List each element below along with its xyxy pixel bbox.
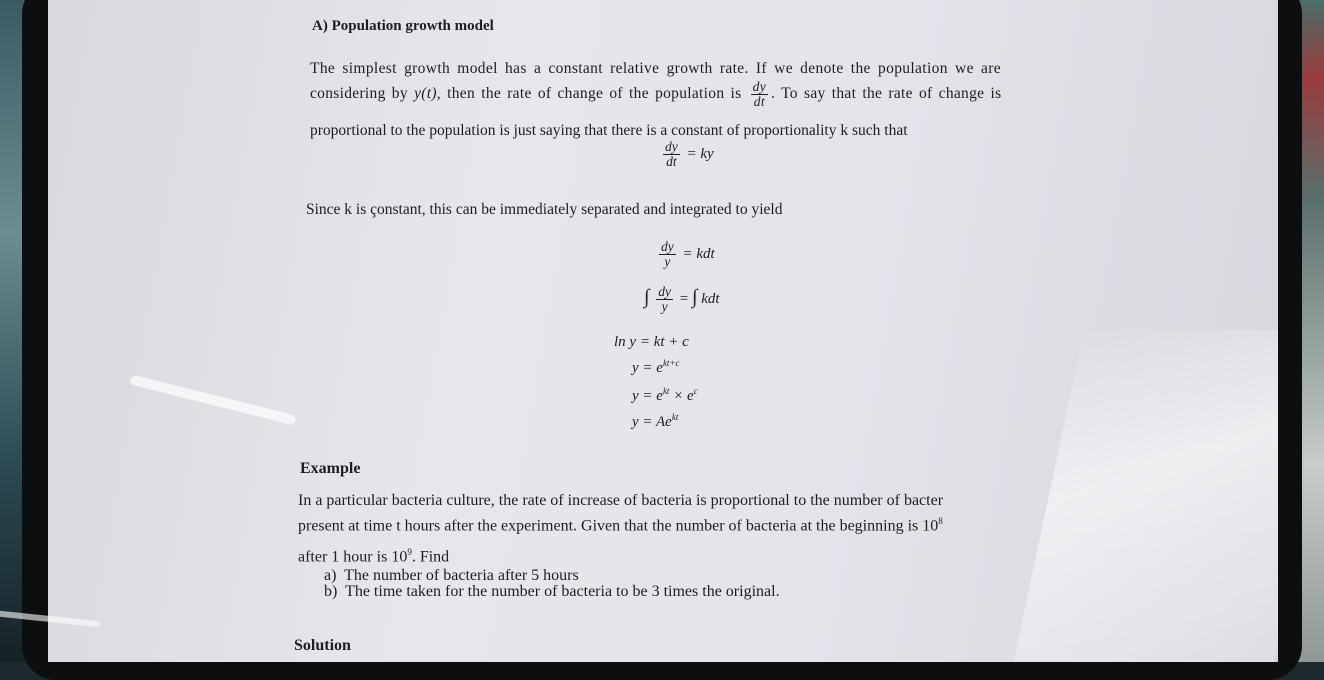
example-line-3-a: after 1 hour is [298, 548, 388, 566]
step2-fraction [656, 285, 673, 314]
step1-fraction [659, 240, 676, 269]
step5-exp2: c [693, 386, 698, 396]
eq1-rhs: = ky [686, 146, 714, 163]
example-heading: Example [300, 460, 361, 477]
item-a-label: a) [324, 567, 337, 584]
example-item-b [324, 583, 780, 601]
step6-exp: kt [671, 412, 679, 422]
intro-frac-num: dy [752, 79, 767, 94]
derivation-step-2 [644, 285, 720, 314]
example-line-3-val: 10 [391, 548, 408, 566]
equation-1 [660, 140, 714, 169]
screen-glare-streak [129, 375, 296, 426]
intro-line-3: proportional to the population is just saying that there is a constant of proportionality k such that [310, 122, 908, 139]
intro-frac-den: dt [753, 94, 765, 110]
step5-a: y = e [632, 388, 663, 404]
step1-num: dy [661, 239, 674, 254]
intro-line-1: The simplest growth model has a constant relative growth rate. If we denote the population we are [310, 60, 1001, 77]
item-b-label: b) [324, 583, 338, 600]
eq1-den: dt [666, 154, 677, 170]
intro-line-2-b: , then the rate of change of the population is [436, 85, 742, 103]
intro-function: y(t) [414, 85, 437, 103]
step1-den: y [664, 254, 671, 270]
item-b-text: The time taken for the number of bacteria to be 3 times the original. [345, 583, 780, 600]
derivation-step-3: ln y = kt + c [614, 334, 689, 350]
example-line-1: In a particular bacteria culture, the rate of increase of bacteria is proportional to the number of bacter [298, 492, 944, 509]
eq1-fraction [663, 140, 680, 169]
derivation-step-5 [632, 386, 698, 405]
eq1-num: dy [665, 139, 678, 154]
derivation-step-1 [656, 240, 715, 269]
example-line-2 [298, 516, 943, 535]
step2-num: dy [658, 284, 671, 299]
intro-line-2-a: considering by [310, 85, 408, 103]
derivation-step-4 [632, 358, 680, 377]
solution-heading: Solution [294, 637, 351, 654]
step2-rhs: kdt [701, 291, 720, 308]
step2-equals: = [679, 291, 689, 308]
example-line-3-exp: 9 [407, 547, 412, 557]
example-line-2-exp: 8 [938, 516, 943, 526]
step5-b: × e [673, 388, 694, 404]
example-line-2-text: present at time t hours after the experiment. Given that the number of bacteria at the beginning is 10 [298, 517, 939, 535]
step1-rhs: = kdt [682, 246, 715, 263]
intro-line-2 [310, 80, 1001, 109]
step4-base: y = e [632, 360, 663, 376]
document-screen [48, 0, 1278, 662]
item-a-text: The number of bacteria after 5 hours [344, 567, 579, 584]
screen-glare [1012, 330, 1278, 662]
step5-exp1: kt [662, 386, 670, 396]
step2-den: y [661, 299, 668, 315]
since-text: Since k is çonstant, this can be immediately separated and integrated to yield [306, 201, 783, 218]
example-line-3-b: . Find [411, 548, 450, 566]
step4-exp: kt+c [662, 358, 680, 368]
intro-fraction [751, 80, 768, 109]
integral-sign-2: ∫ [691, 286, 698, 309]
step6-base: y = Ae [632, 414, 672, 430]
section-title: A) Population growth model [312, 18, 494, 34]
derivation-step-6 [632, 412, 678, 431]
example-line-3 [298, 547, 449, 566]
integral-sign-1: ∫ [644, 286, 650, 309]
intro-line-2-c: . To say that the rate of change is [771, 85, 1002, 103]
